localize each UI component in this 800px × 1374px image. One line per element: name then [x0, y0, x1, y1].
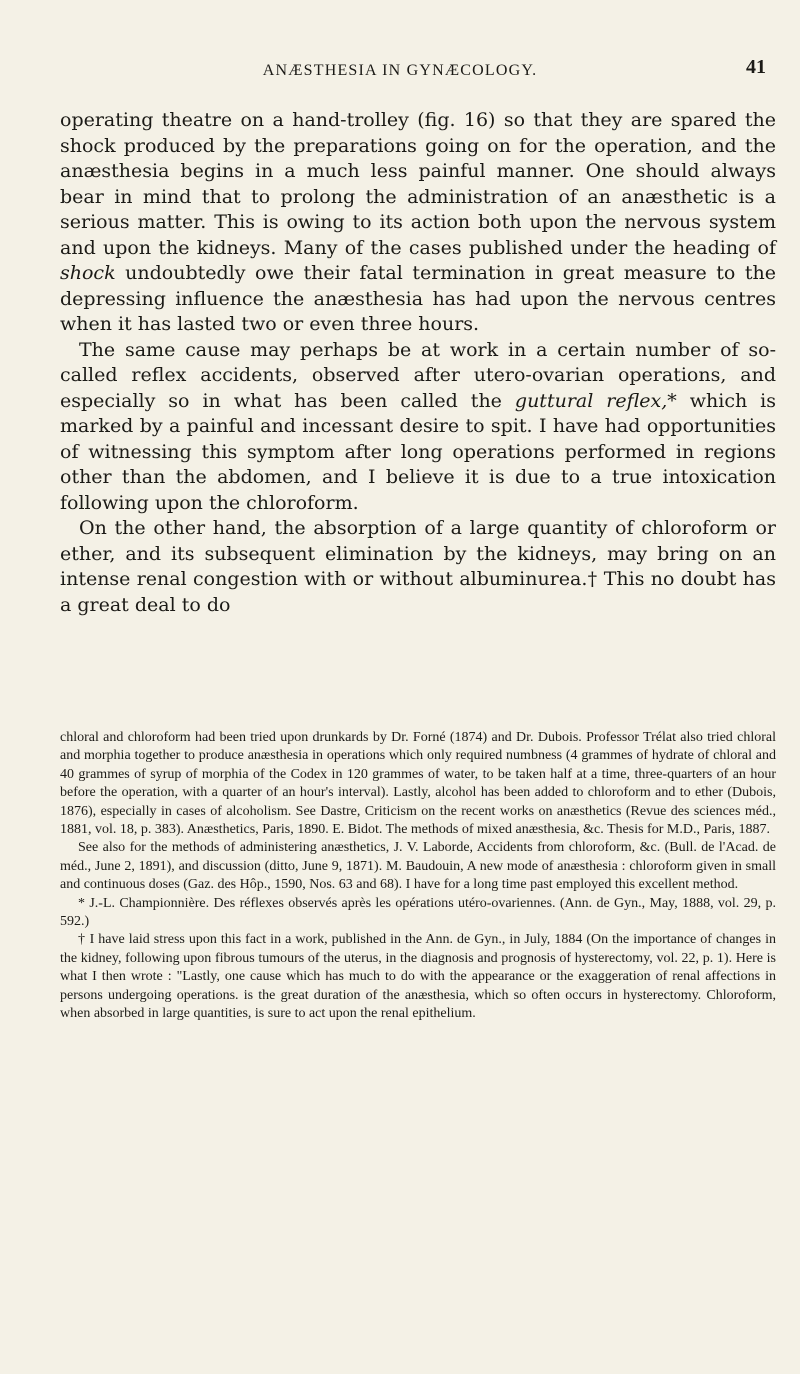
paragraph-1-text-b: undoubtedly owe their fatal termination in great measure to the depressing influence the anæsthesia has had upon the nervous centres when it has lasted two or even three hours.: [60, 262, 776, 335]
running-title: ANÆSTHESIA IN GYNÆCOLOGY.: [262, 62, 538, 79]
footnote-dagger: † I have laid stress upon this fact in a work, published in the Ann. de Gyn., in July, 1884 (On the importance of changes in the kidney, following upon fibrous tumours of the uterus, in the diagnosis and prognosis of hysterectomy, vol. 22, p. 1). Here is what I then wrote : "Lastly, one cause which has much to do with the appearance or the exaggeration of renal affections in persons undergoing operations. is the great duration of the anæsthesia, which so often occurs in hysterectomy. Chloroform, when absorbed in large quantities, is sure to act upon the renal epithelium.: [60, 932, 776, 1022]
paragraph-2-text-a: The same cause may perhaps be at work in a certain number of so-called reflex accidents, observed after utero-ovarian operations, and especially so in what has been called the: [60, 338, 776, 412]
shock-term: shock: [60, 262, 116, 284]
page-number: 41: [746, 56, 766, 78]
running-head: [0, 56, 800, 78]
paragraph-2: [60, 338, 776, 517]
guttural-reflex-term: guttural reflex,*: [514, 389, 677, 412]
paragraph-3: [60, 516, 776, 618]
body-text: [60, 108, 776, 618]
footnote-see-also: See also for the methods of administering anæsthetics, J. V. Laborde, Accidents from chloroform, &c. (Bull. de l'Acad. de méd., June 2, 1891), and discussion (ditto, June 9, 1871). M. Baudouin, A new mode of anæsthesia : chloroform given in small and continuous doses (Gaz. des Hôp., 1590, Nos. 63 and 68). I have for a long time past employed this excellent method.: [60, 840, 776, 893]
paragraph-1: [60, 108, 776, 338]
footnotes: [60, 729, 776, 1024]
paragraph-3-text: On the other hand, the absorption of a large quantity of chloroform or ether, and its subsequent elimination by the kidneys, may bring on an intense renal congestion with or without albuminurea.† This no doubt has a great deal to do: [60, 517, 776, 616]
paragraph-1-text-a: operating theatre on a hand-trolley (fig. 16) so that they are spared the shock produced by the preparations going on for the operation, and the anæsthesia begins in a much less painful manner. One should always bear in mind that to prolong the administration of an anæsthetic is a serious matter. This is owing to its action both upon the nervous system and upon the kidneys. Many of the cases published under the heading of: [60, 109, 776, 259]
footnote-continued: chloral and chloroform had been tried upon drunkards by Dr. Forné (1874) and Dr. Dubois. Professor Trélat also tried chloral and morphia together to produce anæsthesia in operations which only required numbness (4 grammes of hydrate of chloral and 40 grammes of syrup of morphia of the Codex in 120 grammes of water, to be taken half at a time, three-quarters of an hour before the operation, with a quarter of an hour's interval). Lastly, alcohol has been added to chloroform and to ether (Dubois, 1876), especially in cases of alcoholism. See Dastre, Criticism on the recent works on anæsthetics (Revue des sciences méd., 1881, vol. 18, p. 383). Anæsthetics, Paris, 1890. E. Bidot. The methods of mixed anæsthesia, &c. Thesis for M.D., Paris, 1887.: [60, 730, 776, 838]
paragraph-2-text-b: which is marked by a painful and incessant desire to spit. I have had opportunities of witnessing this symptom after long operations performed in regions other than the abdomen, and I believe it is due to a true intoxication following upon the chloroform.: [60, 389, 777, 514]
footnote-asterisk: * J.-L. Championnière. Des réflexes observés après les opérations utéro-ovariennes. (Ann. de Gyn., May, 1888, vol. 29, p. 592.): [60, 895, 776, 930]
